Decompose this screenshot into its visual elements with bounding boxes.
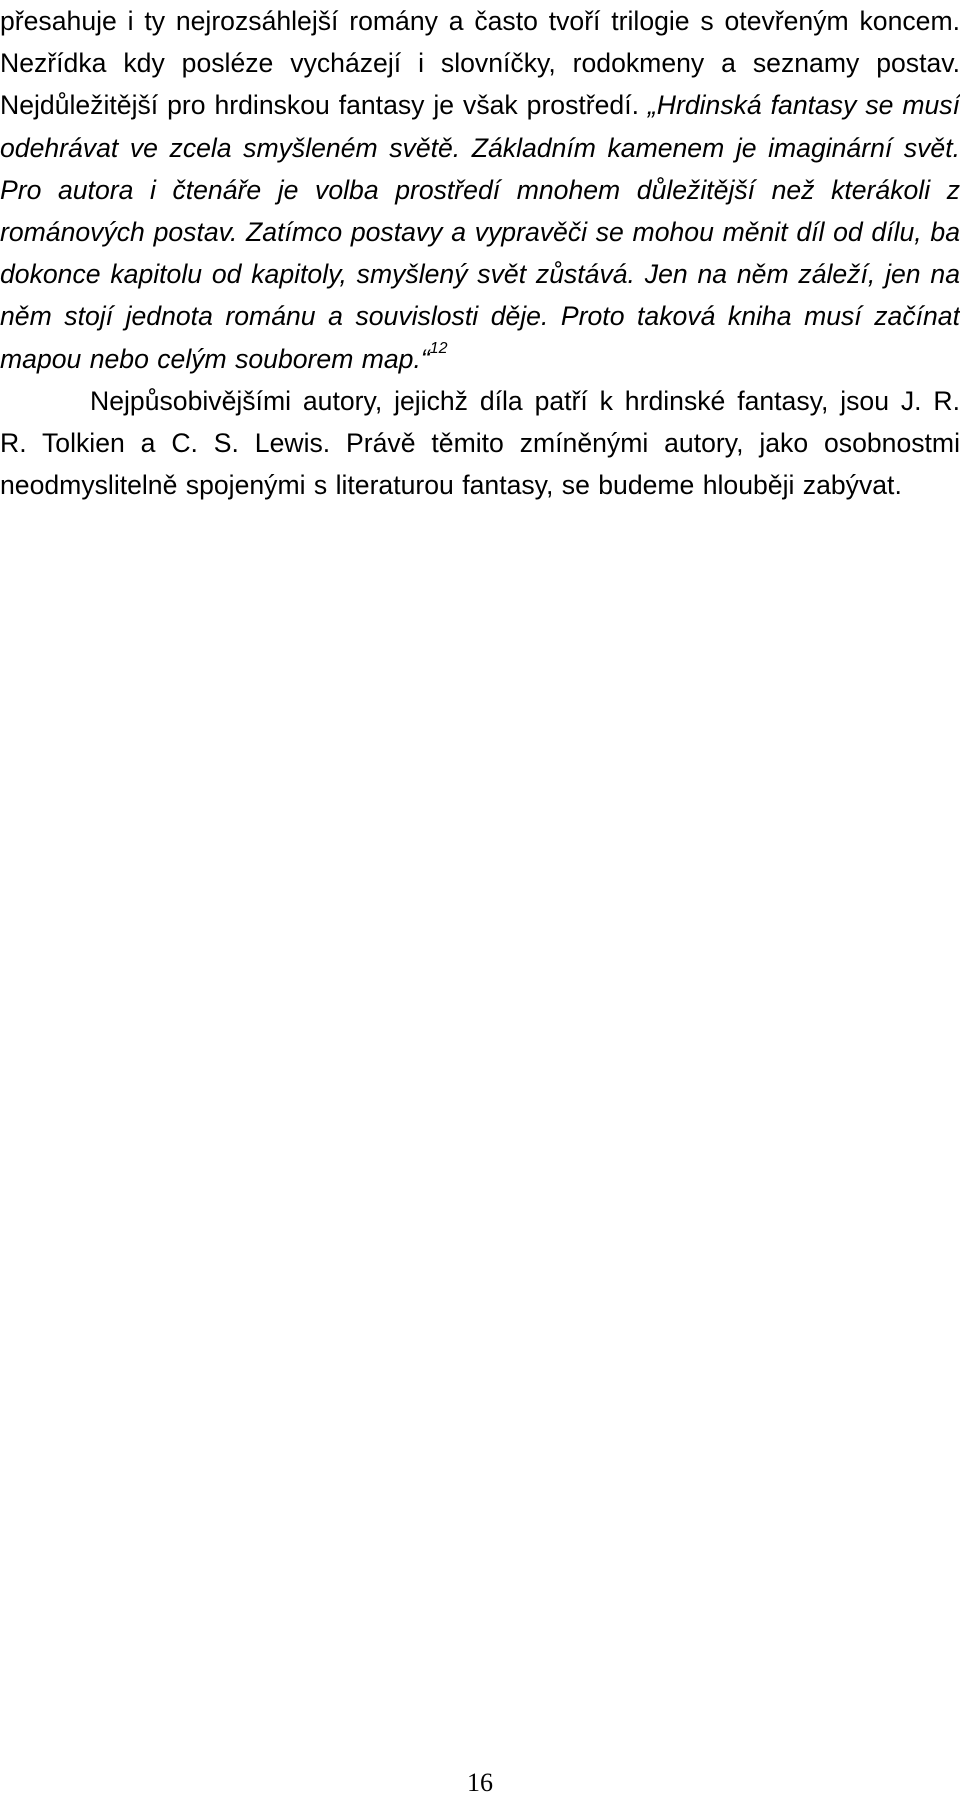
body-text (0, 0, 960, 506)
paragraph-authors: Nejpůsobivějšími autory, jejichž díla patří k hrdinské fantasy, jsou J. R. R. Tolkien a C. S. Lewis. Právě těmito zmíněnými autory, jako osobnostmi neodmyslitelně spojenými s literaturou fantasy, se budeme hlouběji zabývat. (0, 385, 960, 501)
footnote-reference: 12 (429, 339, 448, 357)
quotation: „Hrdinská fantasy se musí odehrávat ve zcela smyšleném světě. Základním kamenem je imaginární svět. Pro autora i čtenáře je volba prostředí mnohem důležitější než kterákoli z románových postav. Zatímco postavy a vypravěči se mohou měnit díl od dílu, ba dokonce kapitolu od kapitoly, smyšlený svět zůstává. Jen na něm záleží, jen na něm stojí jednota románu a souvislosti děje. Proto taková kniha musí začínat mapou nebo celým souborem map.“ (0, 90, 960, 374)
paragraph-text: přesahuje i ty nejrozsáhlejší romány a často tvoří trilogie s otevřeným koncem. Nezřídka kdy posléze vycházejí i slovníčky, rodokmeny a seznamy postav. Nejdůležitější pro hrdinskou fantasy je však prostředí. (0, 6, 960, 121)
page-number: 16 (467, 1768, 493, 1797)
paragraph-continuation (0, 0, 960, 380)
